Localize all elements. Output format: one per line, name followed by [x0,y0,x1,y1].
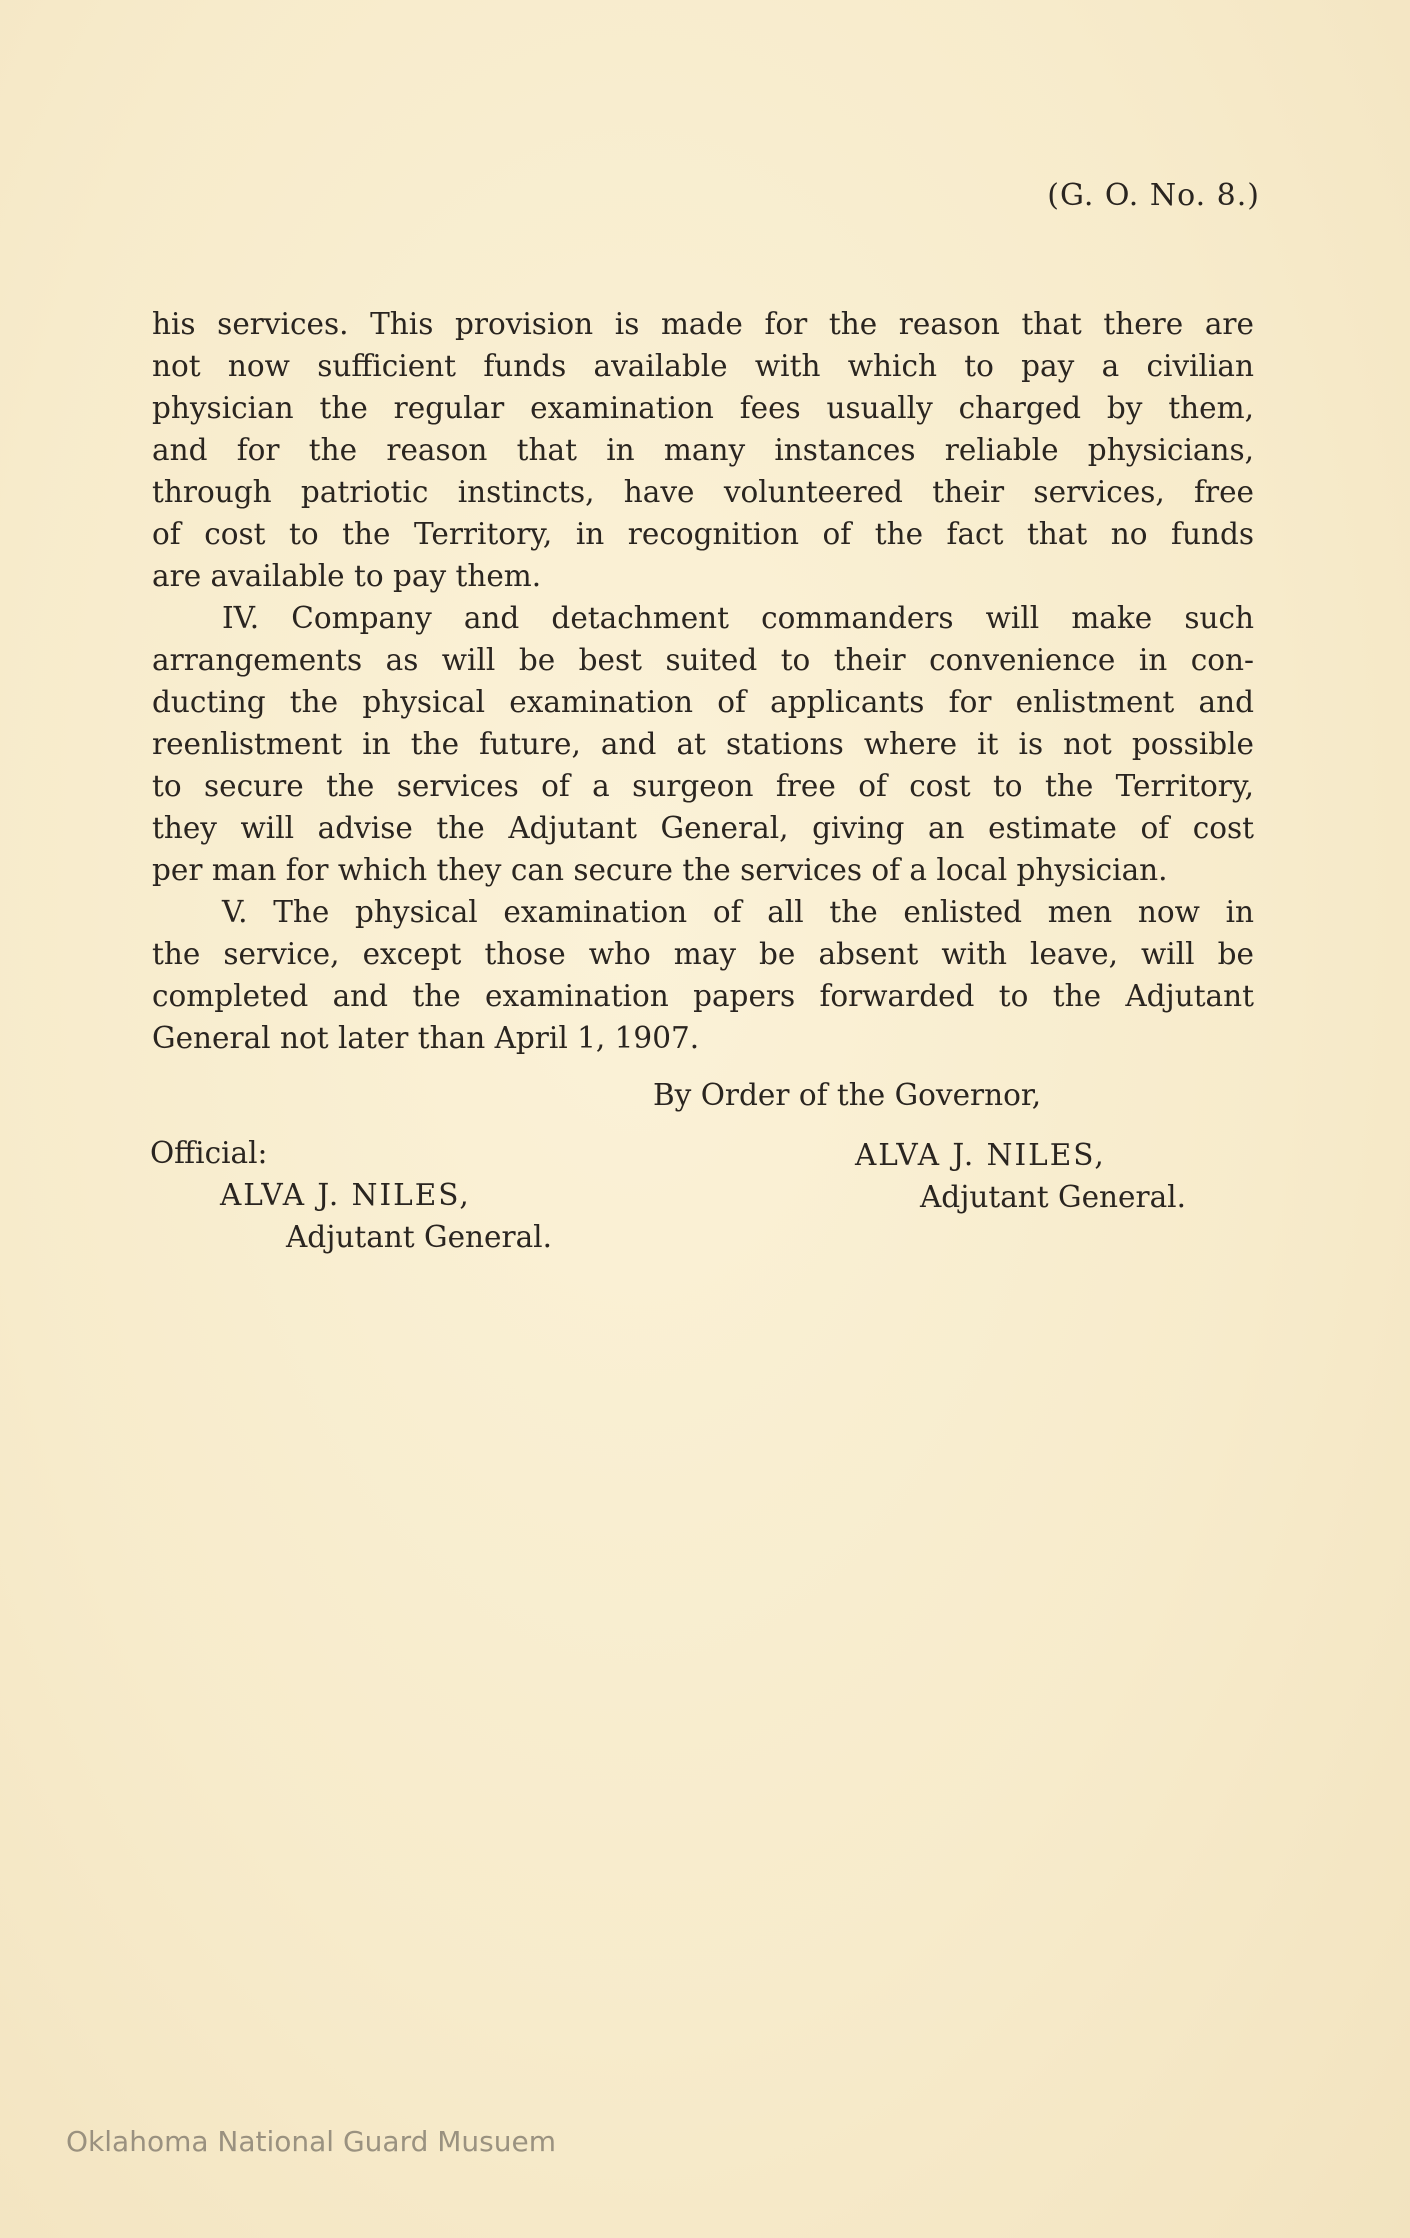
text-line: V. The physical examination of all the enlisted men now in [222,895,1254,929]
text-line: and for the reason that in many instances reliable physicians, [152,433,1254,467]
text-line: his services. This provision is made for the reason that there are [152,307,1254,341]
text-line: reenlistment in the future, and at stations where it is not possible [152,727,1254,761]
text-line: are available to pay them. [152,559,542,593]
text-line: they will advise the Adjutant General, giving an estimate of cost [152,811,1254,845]
text-line: to secure the services of a surgeon free of cost to the Territory, [152,769,1254,803]
text-line: not now sufficient funds available with which to pay a civilian [152,349,1254,383]
paragraph-iv [152,597,1254,891]
signer-name: ALVA J. NILES, [855,1138,1106,1172]
text-line: IV. Company and detachment commanders will make such [222,601,1254,635]
museum-watermark: Oklahoma National Guard Musuem [66,2125,557,2158]
official-label: Official: [150,1136,268,1170]
text-line: arrangements as will be best suited to their convenience in con- [152,643,1254,677]
text-line: of cost to the Territory, in recognition of the fact that no funds [152,517,1254,551]
text-line: ducting the physical examination of applicants for enlistment and [152,685,1254,719]
text-line: through patriotic instincts, have volunteered their services, free [152,475,1254,509]
text-line: completed and the examination papers forwarded to the Adjutant [152,979,1254,1013]
text-line: General not later than April 1, 1907. [152,1021,700,1055]
text-line: per man for which they can secure the services of a local physician. [152,853,1168,887]
text-line: physician the regular examination fees usually charged by them, [152,391,1254,425]
signer-title: Adjutant General. [920,1180,1186,1214]
order-number: (G. O. No. 8.) [1047,178,1260,213]
paragraph-v [152,891,1254,1059]
official-title: Adjutant General. [286,1220,552,1254]
text-line: the service, except those who may be absent with leave, will be [152,937,1254,971]
document-body [152,303,1254,1059]
by-order-line: By Order of the Governor, [653,1078,1042,1112]
official-name: ALVA J. NILES, [220,1178,471,1212]
paragraph-continuation [152,303,1254,597]
